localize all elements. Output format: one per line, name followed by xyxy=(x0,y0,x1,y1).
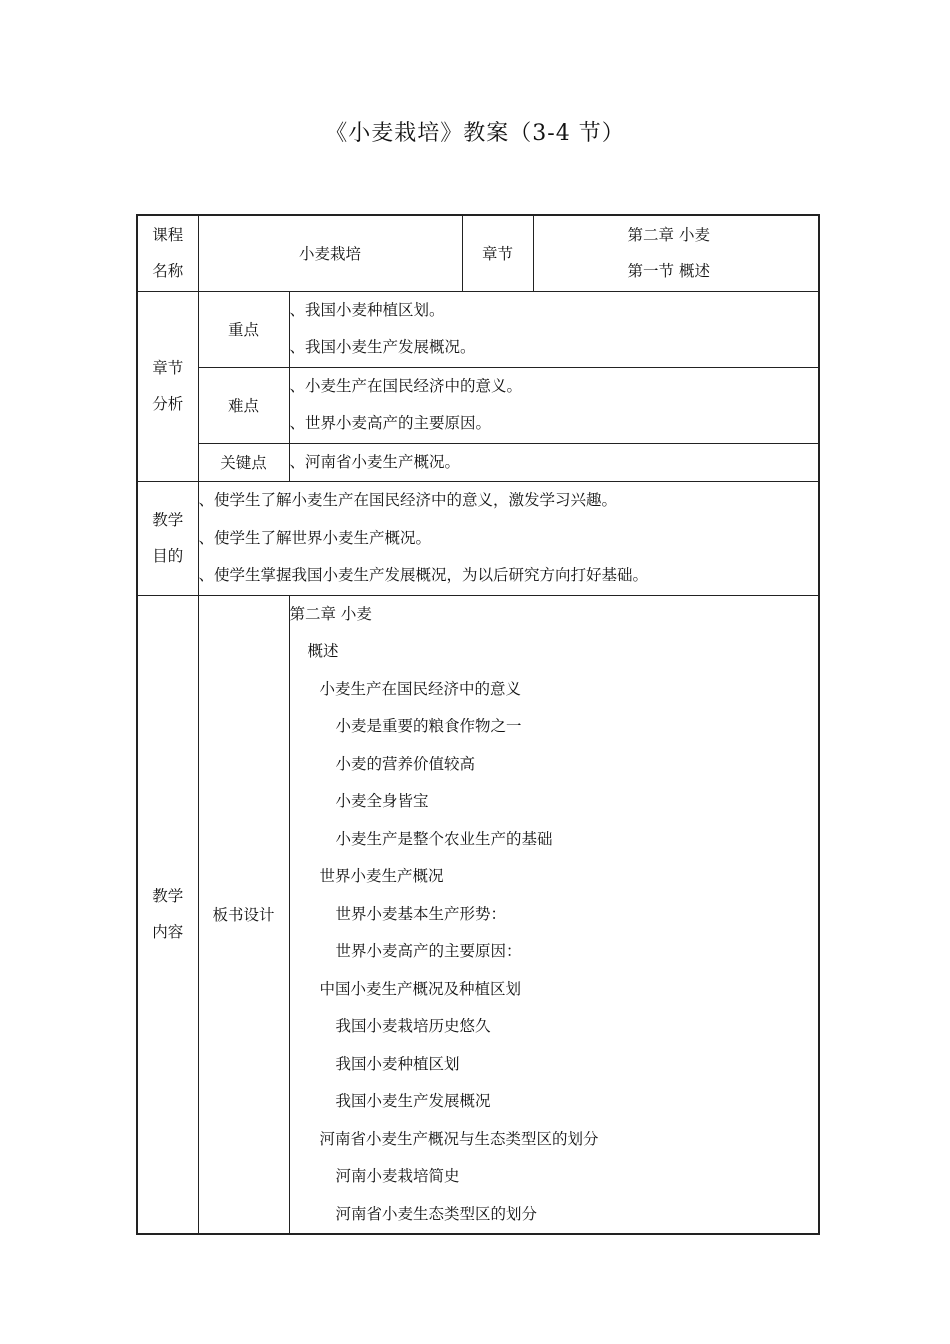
content-row xyxy=(137,595,819,1234)
outline-line: 小麦生产是整个农业生产的基础 xyxy=(335,829,553,848)
outline-line: 河南小麦栽培简史 xyxy=(335,1167,460,1185)
outline-line: 世界小麦高产的主要原因： xyxy=(335,942,522,960)
difficulty-item: 、小麦生产在国民经济中的意义。 xyxy=(289,376,523,395)
outline-line: 小麦是重要的粮食作物之一 xyxy=(335,717,522,735)
content-label-cell xyxy=(137,595,198,1234)
objectives-label-line-2: 目的 xyxy=(152,547,184,566)
analysis-label-line-2: 分析 xyxy=(152,395,184,414)
key-points-list xyxy=(289,291,819,367)
key-points-label: 重点 xyxy=(198,291,289,367)
page-title: 《小麦栽培》教案（3-4 节） xyxy=(325,121,625,146)
difficulties-label: 难点 xyxy=(198,367,289,443)
chapter-value-cell xyxy=(533,215,819,291)
objective-item: 、使学生了解小麦生产在国民经济中的意义，激发学习兴趣。 xyxy=(198,491,618,509)
course-name-value: 小麦栽培 xyxy=(198,215,462,291)
outline-line: 中国小麦生产概况及种植区划 xyxy=(319,979,522,998)
key-point-item: 、我国小麦种植区划。 xyxy=(289,300,445,319)
outline-line: 世界小麦生产概况 xyxy=(319,867,444,885)
objective-item: 、使学生掌握我国小麦生产发展概况，为以后研究方向打好基础。 xyxy=(198,566,649,584)
board-design-label: 板书设计 xyxy=(198,595,289,1234)
outline-line: 我国小麦栽培历史悠久 xyxy=(335,1017,491,1035)
critical-label: 关键点 xyxy=(198,443,289,482)
difficulty-item: 、世界小麦高产的主要原因。 xyxy=(289,414,492,432)
course-label-line-2: 名称 xyxy=(152,262,184,281)
difficulties-list xyxy=(289,367,819,443)
board-outline xyxy=(289,595,819,1234)
outline-line: 小麦生产在国民经济中的意义 xyxy=(319,679,522,698)
chapter-value-line-2: 第一节 概述 xyxy=(627,262,710,281)
course-name-label-cell xyxy=(137,215,198,291)
outline-line: 我国小麦种植区划 xyxy=(335,1054,460,1073)
outline-line: 小麦的营养价值较高 xyxy=(335,754,476,773)
chapter-label: 章节 xyxy=(462,215,533,291)
outline-line: 第二章 小麦 xyxy=(289,604,372,623)
outline-line: 河南省小麦生态类型区的划分 xyxy=(335,1204,538,1223)
objective-item: 、使学生了解世界小麦生产概况。 xyxy=(198,528,432,547)
outline-line: 我国小麦生产发展概况 xyxy=(335,1092,491,1110)
objectives-row xyxy=(137,482,819,596)
outline-line: 河南省小麦生产概况与生态类型区的划分 xyxy=(319,1129,599,1148)
outline-line: 世界小麦基本生产形势： xyxy=(335,904,507,923)
key-point-item: 、我国小麦生产发展概况。 xyxy=(289,338,476,356)
objectives-list xyxy=(198,482,819,596)
chapter-value-line-1: 第二章 小麦 xyxy=(627,226,710,245)
analysis-label-line-1: 章节 xyxy=(152,359,184,378)
critical-item: 、河南省小麦生产概况。 xyxy=(289,452,461,471)
critical-row xyxy=(137,443,819,482)
outline-line: 概述 xyxy=(307,642,339,660)
course-row xyxy=(137,215,819,291)
analysis-label-cell xyxy=(137,291,198,482)
lesson-plan-table xyxy=(136,214,820,1235)
key-points-row xyxy=(137,291,819,367)
course-label-line-1: 课程 xyxy=(152,226,184,245)
critical-list xyxy=(289,443,819,482)
content-label-line-1: 教学 xyxy=(152,887,184,906)
content-label-line-2: 内容 xyxy=(152,923,184,942)
difficulties-row xyxy=(137,367,819,443)
outline-line: 小麦全身皆宝 xyxy=(335,792,429,810)
objectives-label-cell xyxy=(137,482,198,596)
objectives-label-line-1: 教学 xyxy=(152,511,184,530)
